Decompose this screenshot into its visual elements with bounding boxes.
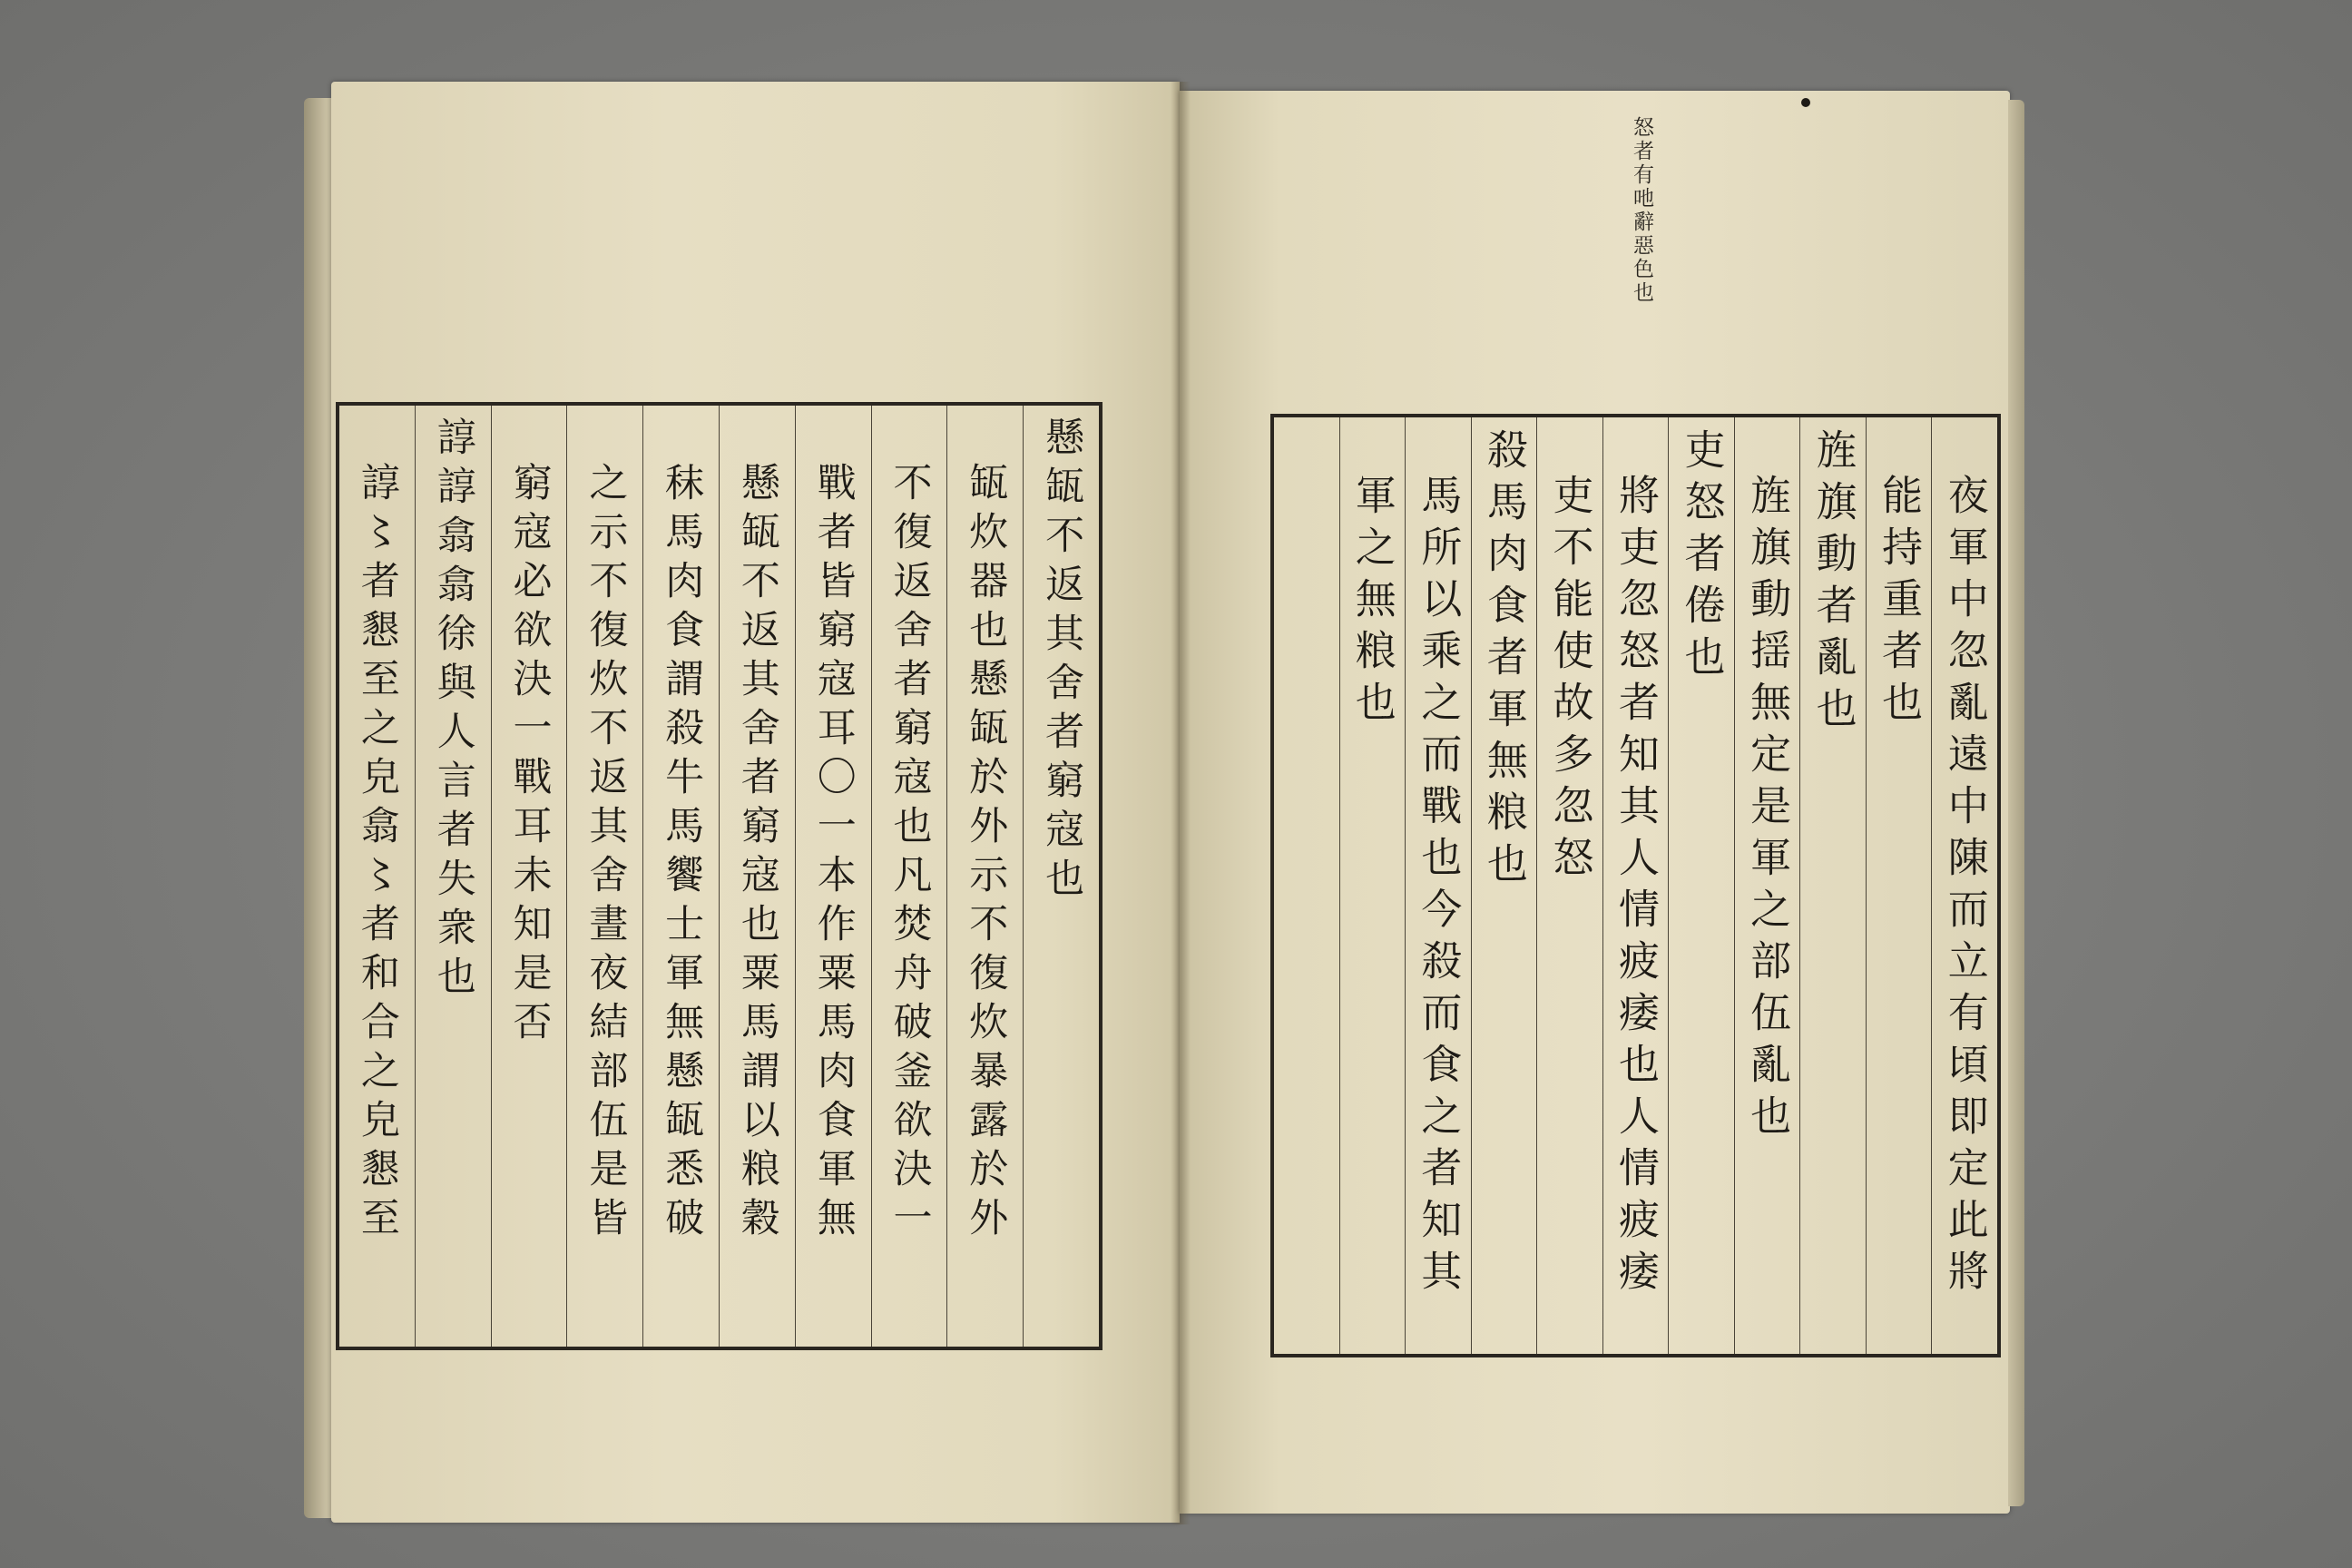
column-text: 懸缻不返其舍者窮寇也 [1039, 416, 1085, 906]
column-text: 軍之無粮也 [1348, 474, 1396, 732]
text-column [1472, 417, 1538, 1354]
left-text-frame [336, 402, 1102, 1350]
text-column [1274, 417, 1340, 1354]
margin-annotation: 怒者有吔辭惡色也 [1630, 116, 1653, 305]
column-text: 秣馬肉食謂殺牛馬饗士軍無懸缻悉破 [659, 462, 705, 1246]
column-text: 懸缻不返其舍者窮寇也粟馬謂以粮穀 [734, 462, 780, 1246]
column-text: 吏不能使故多忽怒 [1545, 474, 1594, 887]
column-text: 吏怒者倦也 [1677, 428, 1726, 687]
book-gutter [1171, 82, 1191, 1524]
column-text: 將吏忽怒者知其人情疲痿也人情疲痿 [1611, 474, 1660, 1301]
text-column [1867, 417, 1933, 1354]
text-column [796, 406, 872, 1347]
text-column [1024, 406, 1099, 1347]
column-text: 馬所以乘之而戰也今殺而食之者知其 [1414, 474, 1463, 1301]
column-text: 諄〻者懇至之皃翕〻者和合之皃懇至 [354, 462, 400, 1246]
text-column [567, 406, 643, 1347]
column-text: 戰者皆窮寇耳〇一本作粟馬肉食軍無 [810, 462, 857, 1246]
ink-dot [1801, 98, 1810, 107]
text-column [720, 406, 796, 1347]
column-text: 不復返舍者窮寇也凡焚舟破釜欲決一 [887, 462, 933, 1246]
text-column [947, 406, 1024, 1347]
text-column [1603, 417, 1670, 1354]
text-column [872, 406, 948, 1347]
right-text-frame [1270, 414, 2001, 1357]
text-column [1932, 417, 1997, 1354]
column-text: 旌旗動揺無定是軍之部伍亂也 [1743, 474, 1792, 1146]
text-column [1735, 417, 1801, 1354]
text-column [339, 406, 416, 1347]
column-text: 旌旗動者亂也 [1808, 428, 1857, 739]
text-column [492, 406, 568, 1347]
text-column [1669, 417, 1735, 1354]
right-page-edges [2008, 100, 2024, 1506]
open-book [304, 80, 2028, 1523]
column-text: 殺馬肉食者軍無粮也 [1479, 428, 1528, 894]
column-text: 之示不復炊不返其舍晝夜結部伍是皆 [583, 462, 629, 1246]
text-column [1537, 417, 1603, 1354]
column-text: 缻炊器也懸缻於外示不復炊暴露於外 [963, 462, 1009, 1246]
right-columns [1274, 417, 1997, 1354]
column-text: 能持重者也 [1875, 474, 1924, 732]
column-text: 窮寇必欲決一戰耳未知是否 [506, 462, 553, 1050]
text-column [1800, 417, 1867, 1354]
text-column [643, 406, 720, 1347]
text-column [1406, 417, 1472, 1354]
text-column [1340, 417, 1406, 1354]
column-text: 諄諄翕翕徐與人言者失衆也 [430, 416, 476, 1004]
text-column [416, 406, 492, 1347]
column-text: 夜軍中忽亂遠中陳而立有頃即定此將 [1940, 474, 1989, 1301]
left-columns [339, 406, 1099, 1347]
